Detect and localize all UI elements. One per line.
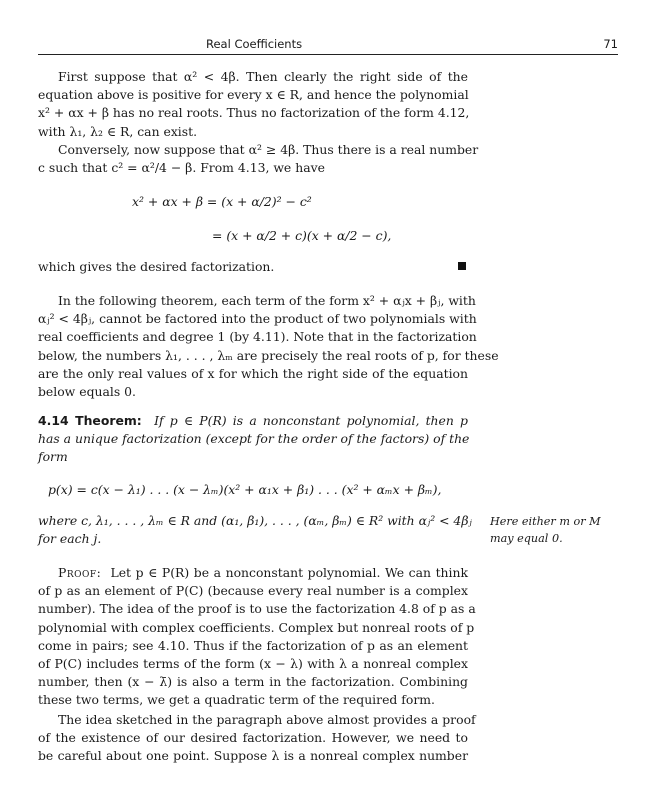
text-line: be careful about one point. Suppose λ is a nonreal complex number — [38, 748, 468, 764]
text-line: has a unique factorization (except for the order of the factors) of the — [38, 431, 470, 447]
theorem-equation: p(x) = c(x − λ₁) . . . (x − λₘ)(x² + α₁x + β₁) . . . (x² + αₘx + βₘ), — [48, 482, 442, 497]
text-line: for each j. — [38, 531, 102, 547]
paragraph-5 — [38, 711, 476, 766]
proof-text: Let p ∈ P(R) be a nonconstant polynomial. We can think — [110, 565, 468, 580]
text-line: these two terms, we get a quadratic term of the required form. — [38, 692, 435, 708]
margin-note — [490, 513, 630, 547]
equation-line-2: = (x + α/2 + c)(x + α/2 − c), — [212, 228, 392, 243]
theorem-4-14 — [38, 412, 468, 467]
text-line: In the following theorem, each term of the form x² + αⱼx + βⱼ, with — [58, 293, 476, 308]
text-line: come in pairs; see 4.10. Thus if the factorization of p as an element — [38, 637, 468, 653]
qed-square-icon — [458, 262, 466, 270]
theorem-where-clause — [38, 512, 472, 548]
text-line: number, then (x − λ̄) is also a term in the factorization. Combining — [38, 674, 468, 690]
text-line: c such that c² = α²/4 − β. From 4.13, we have — [38, 160, 325, 176]
text-line: of P(C) includes terms of the form (x − λ) with λ a nonreal complex — [38, 656, 468, 672]
text-line: number). The idea of the proof is to use the factorization 4.8 of p as a — [38, 601, 476, 617]
page-number: 71 — [603, 37, 618, 51]
text-line: of the existence of our desired factorization. However, we need to — [38, 730, 468, 746]
text-line: below, the numbers λ₁, . . . , λₘ are precisely the real roots of p, for these — [38, 347, 499, 363]
proof — [38, 564, 476, 710]
text-line: Conversely, now suppose that α² ≥ 4β. Thus there is a real number — [58, 142, 479, 157]
paragraph-3 — [38, 258, 468, 276]
paragraph-4 — [38, 292, 499, 401]
text-line: are the only real values of x for which the right side of the equation — [38, 365, 468, 381]
text-line: of p as an element of P(C) (because every real number is a complex — [38, 583, 468, 599]
text-line: The idea sketched in the paragraph above almost provides a proof — [58, 712, 476, 727]
text-line: real coefficients and degree 1 (by 4.11). Note that in the factorization — [38, 329, 477, 345]
theorem-label: 4.14 Theorem: — [38, 413, 142, 428]
text-line: First suppose that α² < 4β. Then clearly the right side of the — [58, 69, 468, 84]
paragraph-2 — [38, 141, 479, 177]
text-line: with λ₁, λ₂ ∈ R, can exist. — [38, 123, 198, 139]
text-line — [38, 564, 468, 582]
paragraph-1 — [38, 68, 468, 141]
text-line: which gives the desired factorization. — [38, 259, 275, 274]
text-line: where c, λ₁, . . . , λₘ ∈ R and (α₁, β₁), . . . , (αₘ, βₘ) ∈ R² with αⱼ² < 4βⱼ — [38, 513, 472, 528]
theorem-text: If p ∈ P(R) is a nonconstant polynomial, then p — [154, 413, 468, 428]
equation-line-1: x² + αx + β = (x + α/2)² − c² — [132, 194, 312, 209]
text-line: x² + αx + β has no real roots. Thus no factorization of the form 4.12, — [38, 105, 470, 121]
text-line — [38, 412, 468, 430]
text-line: equation above is positive for every x ∈ R, and hence the polynomial — [38, 87, 469, 103]
margin-note-line: Here either m or M — [490, 515, 601, 528]
text-line: αⱼ² < 4βⱼ, cannot be factored into the product of two polynomials with — [38, 311, 477, 327]
running-header — [38, 36, 618, 55]
text-line: below equals 0. — [38, 384, 136, 400]
text-line: polynomial with complex coefficients. Complex but nonreal roots of p — [38, 619, 475, 635]
margin-note-line: may equal 0. — [490, 532, 563, 545]
section-title: Real Coefficients — [206, 37, 303, 51]
text-line: form — [38, 449, 68, 465]
proof-label: Proof: — [58, 565, 102, 580]
